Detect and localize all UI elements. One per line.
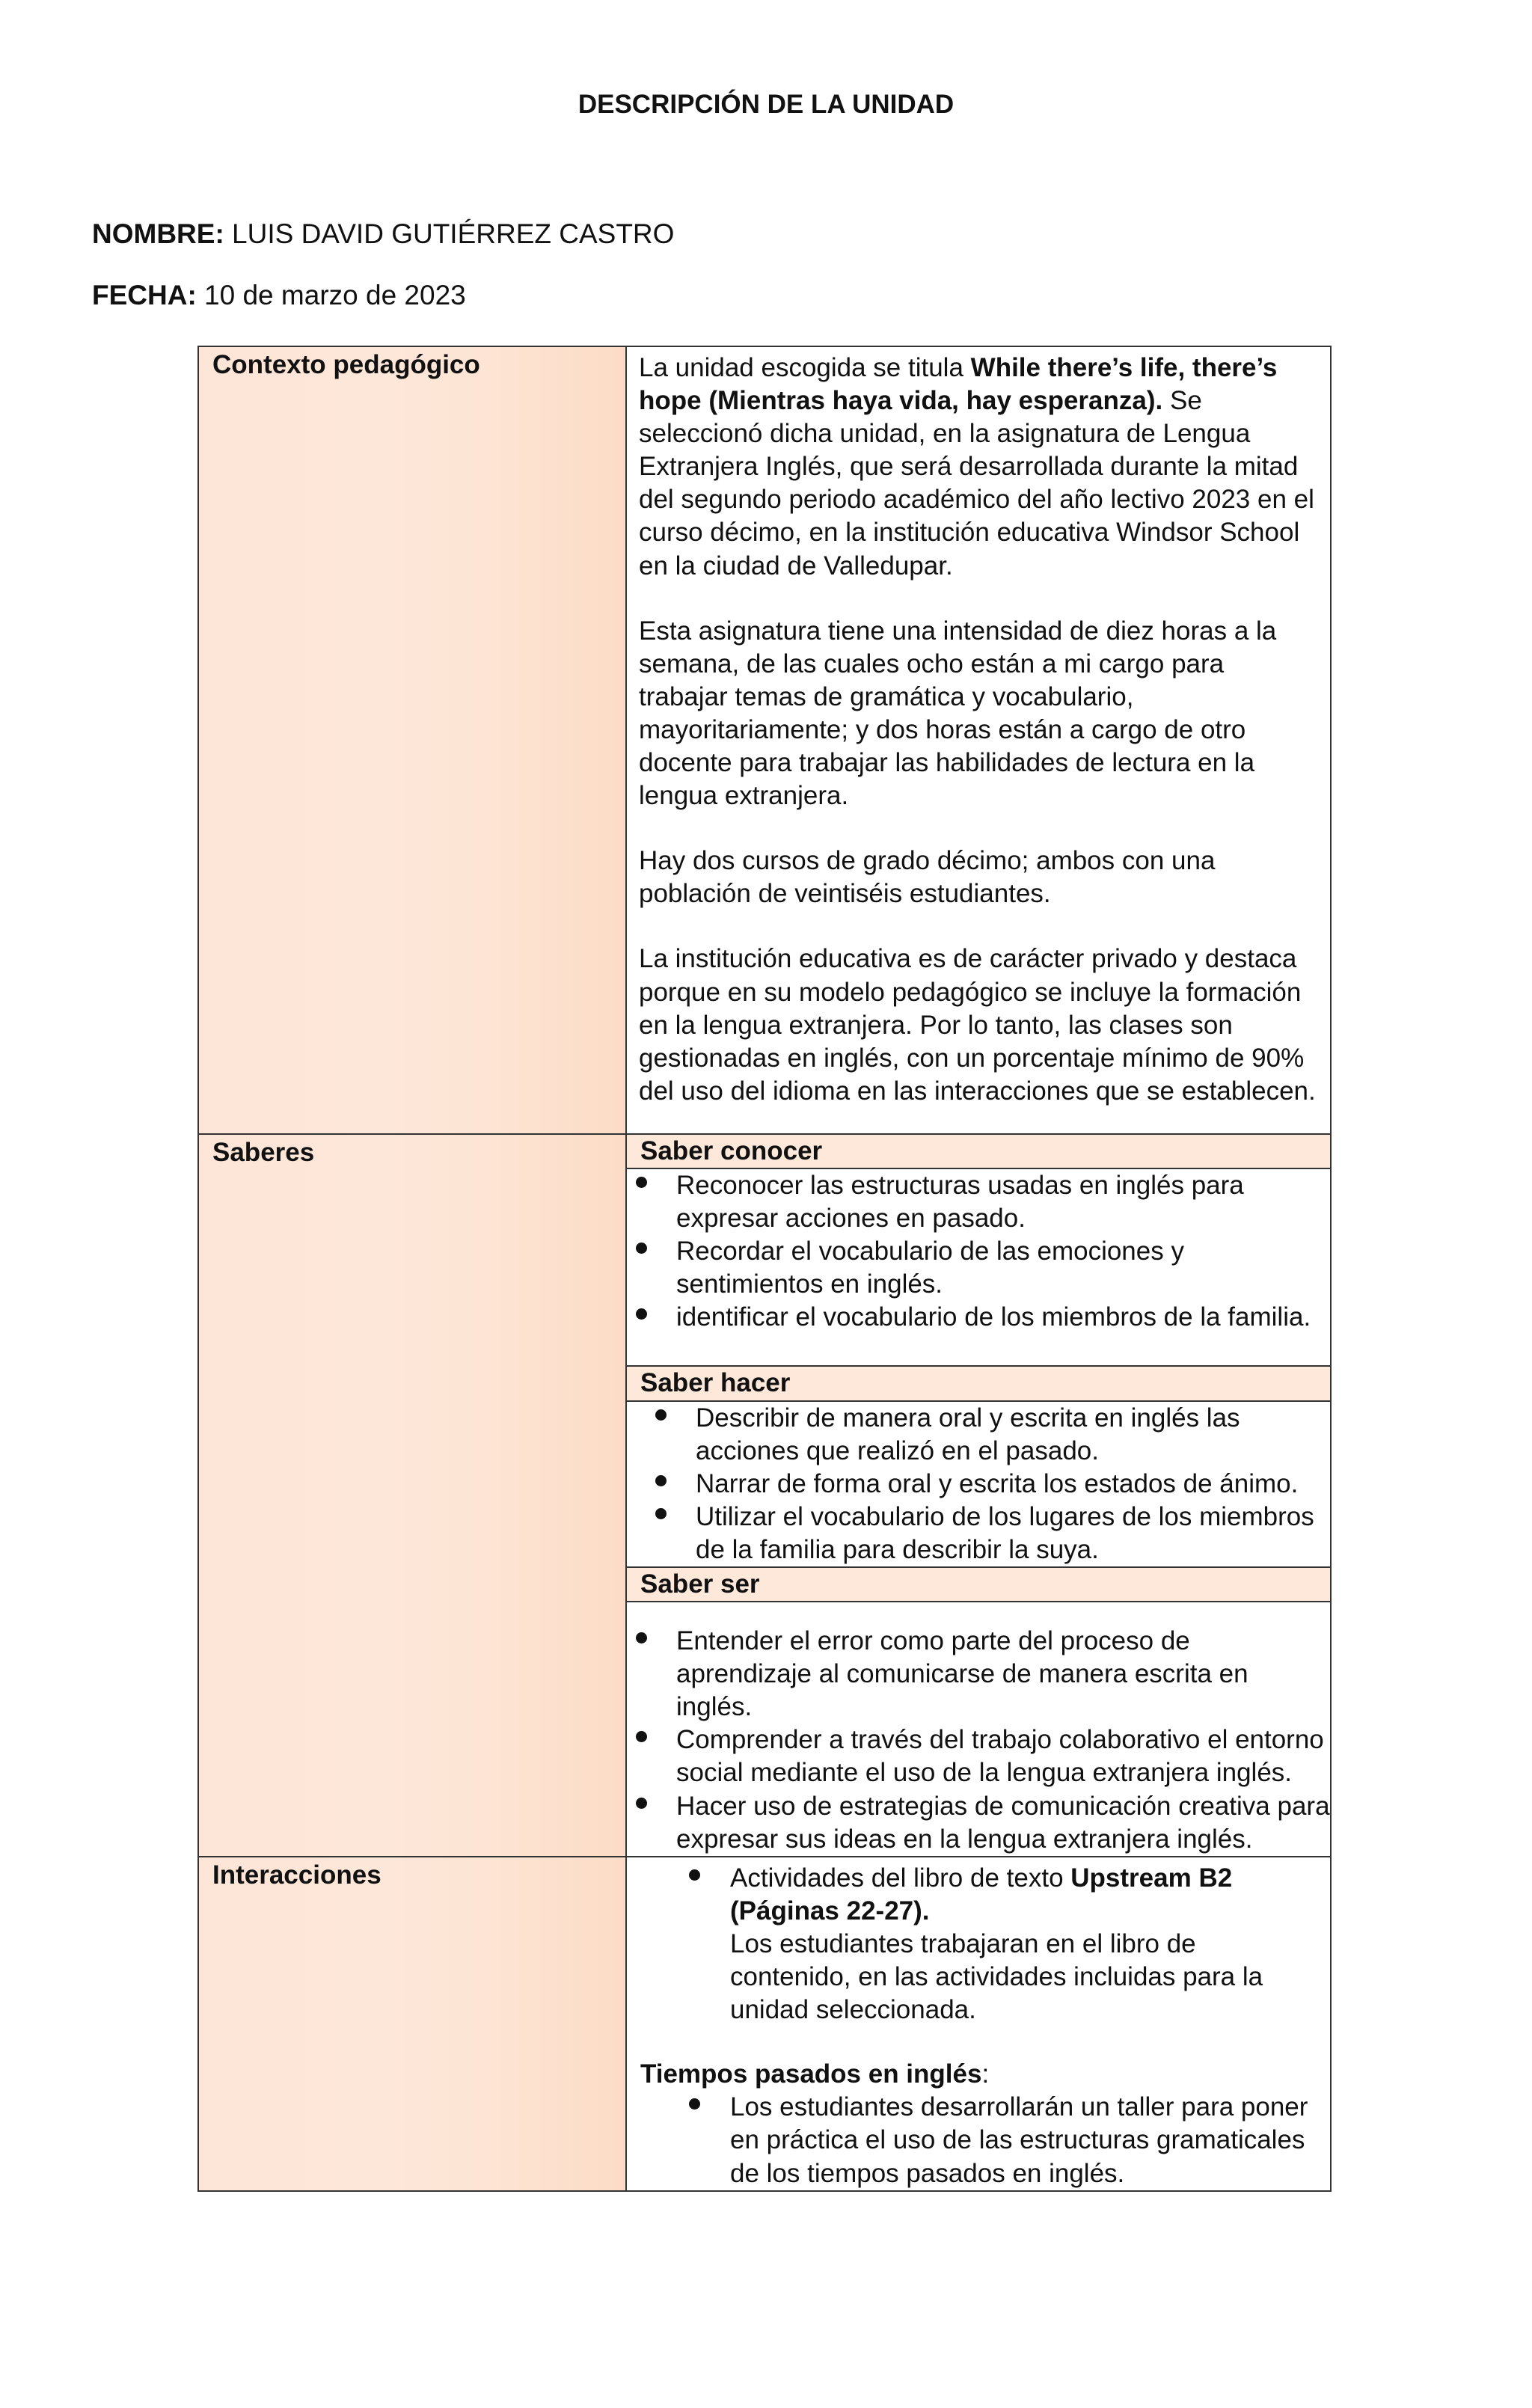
textbook-detail: Los estudiantes trabajaran en el libro de contenido, en las actividades incluidas para la unidad seleccionada. <box>730 1928 1263 2025</box>
date-value: 10 de marzo de 2023 <box>204 280 466 310</box>
unit-title: While there’s life, there’s hope (Mientras haya vida, hay esperanza). <box>639 353 1278 416</box>
list-item <box>627 1169 1330 1235</box>
saberes-label: Saberes <box>198 1134 626 1857</box>
name-line <box>92 218 674 250</box>
contexto-paragraph-1 <box>639 352 1318 583</box>
contexto-label: Contexto pedagógico <box>198 346 626 1134</box>
contexto-content <box>626 346 1331 1134</box>
list-item <box>627 1625 1330 1724</box>
bullet-icon <box>689 1869 700 1881</box>
list-item-text: Los estudiantes desarrollarán un taller para poner en práctica el uso de las estructuras gramaticales de los tiempos pasados en inglés. <box>730 2092 1308 2188</box>
list-item <box>627 1301 1330 1334</box>
interacciones-label: Interacciones <box>198 1857 626 2191</box>
textbook-list <box>639 1862 1318 2026</box>
bullet-icon <box>636 1177 647 1188</box>
list-item-text: Narrar de forma oral y escrita los estados de ánimo. <box>696 1468 1299 1498</box>
saber-conocer-content <box>626 1168 1331 1366</box>
list-item-text: Entender el error como parte del proceso de aprendizaje al comunicarse de manera escrita en inglés. <box>676 1626 1248 1722</box>
list-item-text: Describir de manera oral y escrita en inglés las acciones que realizó en el pasado. <box>696 1403 1240 1465</box>
saber-hacer-list <box>627 1402 1330 1566</box>
list-item-text: Reconocer las estructuras usadas en inglés para expresar acciones en pasado. <box>676 1170 1244 1234</box>
contexto-paragraph-3: Hay dos cursos de grado décimo; ambos con una población de veintiséis estudiantes. <box>639 846 1216 909</box>
bullet-icon <box>636 1243 647 1254</box>
bullet-icon <box>655 1508 667 1519</box>
saber-conocer-list <box>627 1169 1330 1334</box>
tiempos-heading <box>639 2058 1318 2091</box>
list-item <box>627 1402 1330 1468</box>
row-interacciones <box>198 1857 1331 2191</box>
contexto-p1-text: La unidad escogida se titula <box>639 353 971 382</box>
contexto-paragraph-4: La institución educativa es de carácter privado y destaca porque en su modelo pedagógico se incluye la formación en la lengua extranjera. Por lo tanto, las clases son gestionadas en inglés, con un porcentaje mínimo de 90% del uso del idioma en las interacciones que se establecen. <box>639 944 1316 1106</box>
saber-ser-content <box>626 1602 1331 1857</box>
contexto-p1-rest: Se seleccionó dicha unidad, en la asignatura de Lengua Extranjera Inglés, que será desarrollada durante la mitad del segundo periodo académico del año lectivo 2023 en el curso décimo, en la institución educativa Windsor School en la ciudad de Valledupar. <box>639 386 1314 580</box>
bullet-icon <box>636 1798 647 1809</box>
bullet-icon <box>636 1308 647 1320</box>
name-value: LUIS DAVID GUTIÉRREZ CASTRO <box>232 218 675 249</box>
list-item <box>627 1468 1330 1501</box>
row-saberes <box>198 1134 1331 1168</box>
list-item <box>627 1790 1330 1856</box>
tiempos-list <box>639 2091 1318 2190</box>
bullet-icon <box>636 1632 647 1643</box>
date-label: FECHA: <box>92 280 197 310</box>
saber-ser-heading: Saber ser <box>626 1567 1331 1602</box>
list-item <box>627 1501 1330 1566</box>
saber-conocer-heading: Saber conocer <box>626 1134 1331 1168</box>
saber-hacer-content <box>626 1401 1331 1567</box>
textbook-activities <box>639 1862 1318 2026</box>
tiempos-title: Tiempos pasados en inglés <box>640 2059 982 2089</box>
bullet-icon <box>655 1475 667 1486</box>
name-label: NOMBRE: <box>92 218 224 249</box>
list-item <box>627 1724 1330 1789</box>
list-item-text: Hacer uso de estrategias de comunicación creativa para expresar sus ideas en la lengua extranjera inglés. <box>676 1791 1330 1854</box>
list-item-text: identificar el vocabulario de los miembros de la familia. <box>676 1302 1311 1332</box>
tiempos-colon: : <box>981 2059 990 2089</box>
saber-ser-list <box>627 1625 1330 1856</box>
list-item <box>639 1862 1318 2026</box>
bullet-icon <box>689 2098 700 2110</box>
date-line <box>92 280 466 311</box>
contexto-paragraph-2: Esta asignatura tiene una intensidad de diez horas a la semana, de las cuales ocho están a mi cargo para trabajar temas de gramática y vocabulario, mayoritariamente; y dos horas están a cargo de otro docente para trabajar las habilidades de lectura en la lengua extranjera. <box>639 616 1277 811</box>
textbook-title: Upstream B2 (Páginas 22-27). <box>730 1863 1233 1926</box>
list-item <box>627 1235 1330 1301</box>
list-item-text: Actividades del libro de texto <box>730 1863 1071 1893</box>
saber-hacer-heading: Saber hacer <box>626 1366 1331 1400</box>
bullet-icon <box>636 1731 647 1742</box>
list-item <box>639 2091 1318 2190</box>
list-item-text: Recordar el vocabulario de las emociones y sentimientos en inglés. <box>676 1237 1184 1299</box>
unit-table <box>197 346 1332 2192</box>
interacciones-content <box>626 1857 1331 2191</box>
bullet-icon <box>655 1409 667 1421</box>
document-title: DESCRIPCIÓN DE LA UNIDAD <box>577 90 955 119</box>
row-contexto <box>198 346 1331 1134</box>
list-item-text: Comprender a través del trabajo colaborativo el entorno social mediante el uso de la lengua extranjera inglés. <box>676 1725 1324 1788</box>
list-item-text: Utilizar el vocabulario de los lugares de los miembros de la familia para describir la suya. <box>696 1501 1314 1564</box>
